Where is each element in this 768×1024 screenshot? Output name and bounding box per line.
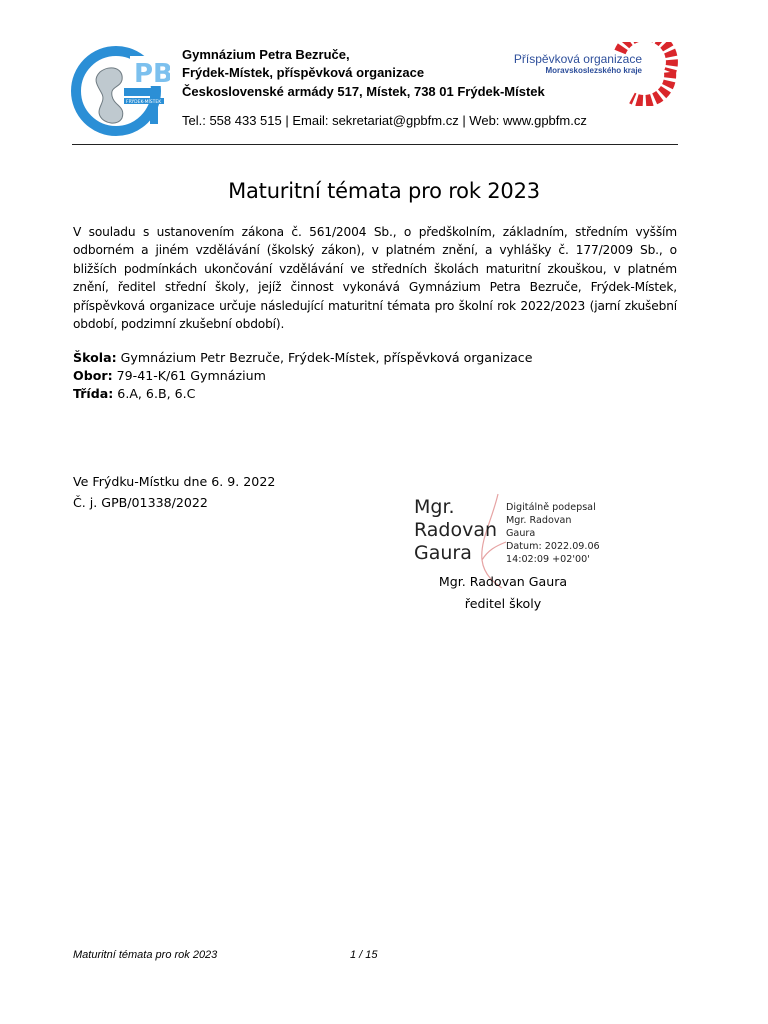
- region-org-line1: Příspěvková organizace: [513, 52, 642, 66]
- school-address: Československé armády 517, Místek, 738 01 Frýdek-Místek: [182, 84, 545, 99]
- page-number: 1 / 15: [350, 949, 378, 961]
- signature-detail-line2: Mgr. Radovan: [506, 515, 572, 526]
- header-divider: [72, 144, 678, 145]
- field-label: Obor:: [73, 368, 113, 383]
- footer-title: Maturitní témata pro rok 2023: [73, 949, 218, 961]
- digital-signature-details: [506, 501, 600, 566]
- signature-name-line3: Gaura: [414, 542, 472, 564]
- region-org-logo-icon: [612, 42, 678, 106]
- class-label: Třída:: [73, 386, 114, 401]
- school-label: Škola:: [73, 350, 117, 365]
- signature-detail-line3: Gaura: [506, 528, 536, 539]
- signature-detail-line4: Datum: 2022.09.06: [506, 541, 600, 552]
- signature-name-line2: Radovan: [414, 519, 498, 541]
- document-title: Maturitní témata pro rok 2023: [228, 179, 540, 203]
- school-logo: [70, 42, 170, 140]
- logo-small-text: FRÝDEK-MÍSTEK: [126, 100, 162, 105]
- school-value: Gymnázium Petr Bezruče, Frýdek-Místek, příspěvková organizace: [116, 350, 533, 365]
- reference-number: Č. j. GPB/01338/2022: [73, 495, 208, 510]
- region-org-line2: Moravskoslezského kraje: [545, 66, 642, 75]
- info-class: [73, 385, 195, 403]
- field-value: 79-41-K/61 Gymnázium: [112, 368, 266, 383]
- signer-role: ředitel školy: [464, 596, 542, 611]
- school-name-line1: Gymnázium Petra Bezruče,: [182, 47, 350, 62]
- place-and-date: Ve Frýdku-Místku dne 6. 9. 2022: [73, 474, 276, 489]
- signer-name: Mgr. Radovan Gaura: [438, 574, 568, 589]
- school-name-line2: Frýdek-Místek, příspěvková organizace: [182, 65, 425, 80]
- signature-name-line1: Mgr.: [414, 496, 455, 518]
- info-field: [73, 367, 266, 385]
- signature-detail-line5: 14:02:09 +02'00': [506, 554, 590, 565]
- intro-paragraph: V souladu s ustanovením zákona č. 561/2004 Sb., o předškolním, základním, středním vyšším odborném a jiném vzdělávání (školský zákon), v platném znění, a vyhlášky č. 177/2009 Sb., o bližších podmínkách ukončování vzdělávání ve středních školách maturitní zkouškou, v platném znění, ředitel střední školy, jejíž činnost vykonává Gymnázium Petra Bezruče, Frýdek-Místek, příspěvková organizace určuje následující maturitní témata pro školní rok 2022/2023 (jarní zkušební období, podzimní zkušební období).: [73, 225, 677, 332]
- svg-text:PB: PB: [134, 59, 170, 89]
- school-contact: Tel.: 558 433 515 | Email: sekretariat@gpbfm.cz | Web: www.gpbfm.cz: [182, 113, 587, 128]
- digital-signature-name: [414, 496, 497, 565]
- info-school: [73, 349, 532, 367]
- class-value: 6.A, 6.B, 6.C: [113, 386, 196, 401]
- signature-detail-line1: Digitálně podepsal: [506, 502, 596, 513]
